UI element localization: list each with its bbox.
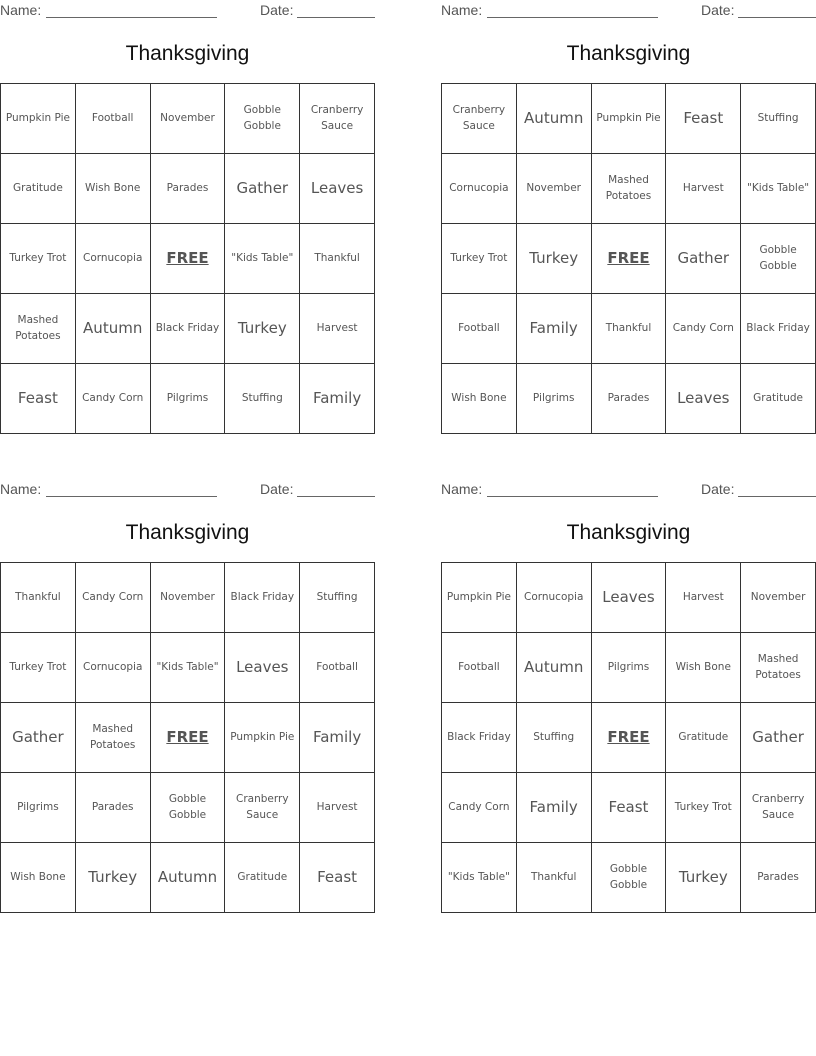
bingo-card-top-right [441, 0, 816, 434]
bingo-cell[interactable]: Cornucopia [76, 633, 151, 703]
bingo-cell[interactable]: Thankful [592, 294, 667, 364]
card-header [441, 2, 816, 20]
name-blank-line[interactable] [46, 17, 217, 18]
bingo-cell[interactable]: Stuffing [741, 84, 816, 154]
free-space-cell[interactable]: FREE [592, 224, 667, 294]
bingo-cell[interactable]: Gratitude [666, 703, 741, 773]
free-space-cell[interactable]: FREE [592, 703, 667, 773]
bingo-cell[interactable]: Parades [76, 773, 151, 843]
bingo-cell[interactable]: Pumpkin Pie [592, 84, 667, 154]
bingo-cell[interactable]: Family [300, 364, 375, 434]
bingo-cell[interactable]: Cranberry Sauce [300, 84, 375, 154]
bingo-cell[interactable]: November [151, 563, 226, 633]
bingo-cell[interactable]: "Kids Table" [151, 633, 226, 703]
bingo-cell[interactable]: Pumpkin Pie [1, 84, 76, 154]
name-blank-line[interactable] [487, 17, 658, 18]
bingo-cell[interactable]: Gather [1, 703, 76, 773]
bingo-cell[interactable]: "Kids Table" [741, 154, 816, 224]
bingo-cell[interactable]: Wish Bone [76, 154, 151, 224]
bingo-cell[interactable]: Turkey Trot [666, 773, 741, 843]
card-title: Thanksgiving [125, 42, 250, 65]
bingo-cell[interactable]: Cranberry Sauce [225, 773, 300, 843]
bingo-cell[interactable]: Feast [666, 84, 741, 154]
bingo-cell[interactable]: Black Friday [225, 563, 300, 633]
bingo-cell[interactable]: Candy Corn [666, 294, 741, 364]
bingo-cell[interactable]: Autumn [76, 294, 151, 364]
bingo-cell[interactable]: Mashed Potatoes [76, 703, 151, 773]
bingo-cell[interactable]: Leaves [592, 563, 667, 633]
bingo-cell[interactable]: Cranberry Sauce [741, 773, 816, 843]
bingo-cell[interactable]: Gather [225, 154, 300, 224]
bingo-cell[interactable]: Feast [592, 773, 667, 843]
date-label: Date: [260, 481, 294, 497]
bingo-cell[interactable]: Candy Corn [442, 773, 517, 843]
date-blank-line[interactable] [297, 17, 375, 18]
bingo-cell[interactable]: Gratitude [741, 364, 816, 434]
bingo-cell[interactable]: Gather [741, 703, 816, 773]
bingo-cell[interactable]: Harvest [300, 773, 375, 843]
bingo-cell[interactable]: Gobble Gobble [225, 84, 300, 154]
bingo-cell[interactable]: Parades [741, 843, 816, 913]
bingo-cell[interactable]: Autumn [517, 84, 592, 154]
bingo-cell[interactable]: Turkey Trot [1, 633, 76, 703]
bingo-cell[interactable]: Cranberry Sauce [442, 84, 517, 154]
bingo-cell[interactable]: Football [442, 633, 517, 703]
bingo-cell[interactable]: Thankful [517, 843, 592, 913]
bingo-card-bottom-right [441, 479, 816, 913]
bingo-cell[interactable]: November [151, 84, 226, 154]
bingo-cell[interactable]: Mashed Potatoes [1, 294, 76, 364]
bingo-cell[interactable]: Pilgrims [592, 633, 667, 703]
bingo-cell[interactable]: Turkey Trot [442, 224, 517, 294]
bingo-cell[interactable]: Pumpkin Pie [225, 703, 300, 773]
bingo-cell[interactable]: Pumpkin Pie [442, 563, 517, 633]
bingo-cell[interactable]: Feast [300, 843, 375, 913]
bingo-cell[interactable]: Cornucopia [517, 563, 592, 633]
bingo-cell[interactable]: Stuffing [300, 563, 375, 633]
bingo-cell[interactable]: Cornucopia [442, 154, 517, 224]
bingo-cell[interactable]: Turkey [225, 294, 300, 364]
bingo-cell[interactable]: Gobble Gobble [592, 843, 667, 913]
bingo-cell[interactable]: Family [517, 294, 592, 364]
card-header [441, 481, 816, 499]
bingo-cell[interactable]: Thankful [1, 563, 76, 633]
card-header [0, 2, 375, 20]
bingo-grid [441, 83, 816, 434]
bingo-cell[interactable]: Stuffing [225, 364, 300, 434]
bingo-cell[interactable]: Leaves [225, 633, 300, 703]
bingo-cell[interactable]: Wish Bone [442, 364, 517, 434]
bingo-cell[interactable]: Pilgrims [151, 364, 226, 434]
bingo-cell[interactable]: Gratitude [225, 843, 300, 913]
name-label: Name: [441, 2, 483, 18]
bingo-grid [0, 562, 375, 913]
bingo-cell[interactable]: Football [76, 84, 151, 154]
bingo-cell[interactable]: Leaves [666, 364, 741, 434]
bingo-cell[interactable]: Mashed Potatoes [741, 633, 816, 703]
name-label: Name: [441, 481, 483, 497]
bingo-cell[interactable]: Autumn [151, 843, 226, 913]
bingo-cell[interactable]: Mashed Potatoes [592, 154, 667, 224]
bingo-cell[interactable]: Black Friday [442, 703, 517, 773]
bingo-cell[interactable]: November [741, 563, 816, 633]
date-blank-line[interactable] [738, 496, 816, 497]
bingo-cell[interactable]: Cornucopia [76, 224, 151, 294]
date-blank-line[interactable] [738, 17, 816, 18]
bingo-cell[interactable]: Black Friday [151, 294, 226, 364]
bingo-cell[interactable]: Harvest [666, 563, 741, 633]
bingo-cell[interactable]: Thankful [300, 224, 375, 294]
bingo-cell[interactable]: Gather [666, 224, 741, 294]
card-title: Thanksgiving [566, 42, 691, 65]
free-space-cell[interactable]: FREE [151, 224, 226, 294]
bingo-cell[interactable]: Family [517, 773, 592, 843]
bingo-cell[interactable]: Pilgrims [1, 773, 76, 843]
bingo-cell[interactable]: Pilgrims [517, 364, 592, 434]
bingo-cell[interactable]: Football [300, 633, 375, 703]
date-label: Date: [701, 2, 735, 18]
date-label: Date: [260, 2, 294, 18]
bingo-cell[interactable]: Family [300, 703, 375, 773]
bingo-cell[interactable]: Black Friday [741, 294, 816, 364]
bingo-cell[interactable]: Gobble Gobble [151, 773, 226, 843]
name-blank-line[interactable] [487, 496, 658, 497]
bingo-cell[interactable]: Parades [592, 364, 667, 434]
bingo-cell[interactable]: Turkey Trot [1, 224, 76, 294]
date-blank-line[interactable] [297, 496, 375, 497]
bingo-cell[interactable]: Turkey [666, 843, 741, 913]
bingo-cell[interactable]: Harvest [666, 154, 741, 224]
bingo-cell[interactable]: Stuffing [517, 703, 592, 773]
bingo-cell[interactable]: "Kids Table" [225, 224, 300, 294]
name-blank-line[interactable] [46, 496, 217, 497]
bingo-cell[interactable]: "Kids Table" [442, 843, 517, 913]
bingo-cell[interactable]: Leaves [300, 154, 375, 224]
card-header [0, 481, 375, 499]
bingo-cell[interactable]: Gratitude [1, 154, 76, 224]
bingo-cell[interactable]: Harvest [300, 294, 375, 364]
bingo-card-top-left [0, 0, 375, 434]
bingo-cell[interactable]: Wish Bone [1, 843, 76, 913]
card-title: Thanksgiving [125, 521, 250, 544]
bingo-cell[interactable]: Football [442, 294, 517, 364]
date-label: Date: [701, 481, 735, 497]
bingo-grid [0, 83, 375, 434]
name-label: Name: [0, 481, 42, 497]
bingo-cell[interactable]: Turkey [517, 224, 592, 294]
bingo-cell[interactable]: Turkey [76, 843, 151, 913]
bingo-cell[interactable]: Candy Corn [76, 364, 151, 434]
bingo-cell[interactable]: Autumn [517, 633, 592, 703]
bingo-cell[interactable]: Gobble Gobble [741, 224, 816, 294]
bingo-cell[interactable]: Parades [151, 154, 226, 224]
bingo-cell[interactable]: November [517, 154, 592, 224]
bingo-card-bottom-left [0, 479, 375, 913]
bingo-grid [441, 562, 816, 913]
bingo-cell[interactable]: Wish Bone [666, 633, 741, 703]
bingo-cell[interactable]: Candy Corn [76, 563, 151, 633]
card-title: Thanksgiving [566, 521, 691, 544]
bingo-cell[interactable]: Feast [1, 364, 76, 434]
name-label: Name: [0, 2, 42, 18]
free-space-cell[interactable]: FREE [151, 703, 226, 773]
